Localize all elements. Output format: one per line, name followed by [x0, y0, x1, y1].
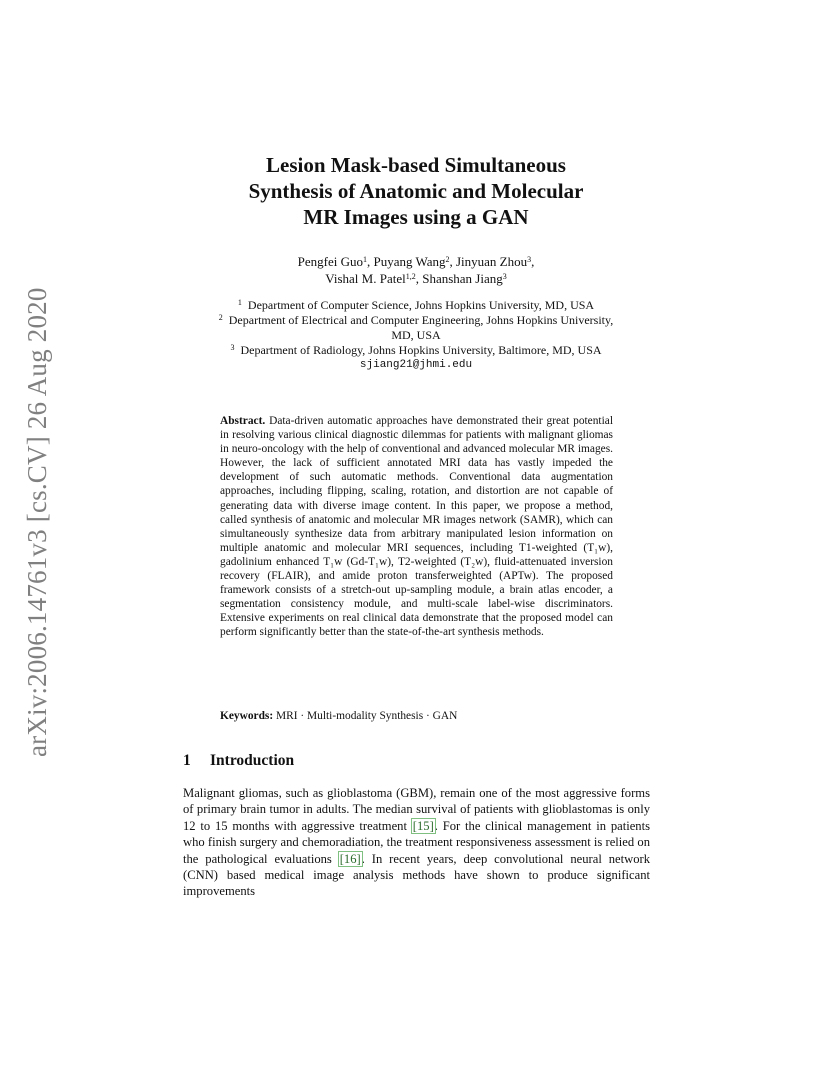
title-line-2: Synthesis of Anatomic and Molecular — [248, 179, 584, 203]
author-name: Jinyuan Zhou — [455, 254, 528, 269]
abstract — [220, 414, 613, 640]
author-affiliation-mark: 1,2 — [405, 272, 416, 281]
abstract-text: Data-driven automatic approaches have demonstrated their great potential in resolving various clinical diagnostic dilemmas for patients with malignant gliomas in neuro-oncology with the help of conventional and advanced molecular MR images. However, the lack of sufficient annotated MRI data has vastly impeded the development of such automatic methods. Conventional data augmentation approaches, including flipping, scaling, rotation, and distortion are not capable of generating data with diverse image content. In this paper, we propose a method, called synthesis of anatomic and molecular MR images network (SAMR), which can simultaneously synthesize data from arbitrary manipulated lesion information on multiple anatomic and molecular MRI sequences, including T1-weighted (T₁w), gadolinium enhanced T₁w (Gd-T₁w), T2-weighted (T₂w), fluid-attenuated inversion recovery (FLAIR), and amide proton transferweighted (APTw). The proposed framework consists of a stretch-out up-sampling module, a brain atlas encoder, a segmentation consistency module, and multi-scale label-wise discriminators. Extensive experiments on real clinical data demonstrate that the proposed model can perform significantly better than the state-of-the-art synthesis methods. — [220, 415, 613, 639]
author-name: Puyang Wang — [373, 254, 446, 269]
affiliation-2-continued: MD, USA — [391, 328, 441, 342]
arxiv-identifier-text: arXiv:2006.14761v3 [cs.CV] 26 Aug 2020 — [22, 287, 52, 757]
affiliation-list — [190, 298, 642, 373]
citation-link[interactable]: [15] — [412, 818, 434, 833]
keywords-label: Keywords: — [220, 710, 274, 722]
author-list — [180, 253, 652, 287]
keywords-text: MRI · Multi-modality Synthesis · GAN — [276, 710, 458, 722]
affiliation-number: 3 — [230, 343, 235, 352]
author-line-2: Vishal M. Patel$^{1,2}$, Shanshan Jiang$^3$ — [325, 271, 507, 286]
author-line-1: Pengfei Guo$^1$, Puyang Wang$^2$, Jinyuan Zhou$^3$, — [297, 254, 535, 269]
author-name: Vishal M. Patel — [325, 271, 406, 286]
intro-text: Malignant gliomas, such as glioblastoma (GBM), remain one of the most aggressive forms of primary brain tumor in adults. The median survival of patients with glioblastomas is only 12 to 15 months with aggressive treatment — [183, 786, 650, 833]
affiliation-number: 1 — [237, 298, 242, 307]
introduction-paragraph — [183, 785, 650, 900]
author-affiliation-mark: 2 — [445, 255, 450, 264]
author-affiliation-mark: 1 — [362, 255, 367, 264]
section-heading-introduction — [183, 752, 294, 770]
affiliation-1 — [190, 298, 642, 313]
affiliation-number: 2 — [218, 313, 223, 322]
corresponding-email: sjiang21@jhmi.edu — [359, 359, 473, 371]
section-title: Introduction — [210, 752, 295, 769]
intro-text: . In recent years, deep convolutional neural network (CNN) based medical image analysis methods have shown to produce significant improvements — [183, 851, 650, 899]
title-line-1: Lesion Mask-based Simultaneous — [266, 153, 566, 177]
author-name: Pengfei Guo — [297, 254, 363, 269]
affiliation-text: Department of Computer Science, Johns Hopkins University, MD, USA — [247, 298, 595, 312]
citation-link[interactable]: [16] — [339, 851, 361, 866]
abstract-label: Abstract. — [220, 415, 266, 427]
author-name: Shanshan Jiang — [422, 271, 503, 286]
author-affiliation-mark: 3 — [502, 272, 507, 281]
affiliation-text: Department of Radiology, Johns Hopkins University, Baltimore, MD, USA — [240, 343, 602, 357]
paper-title — [180, 152, 652, 230]
affiliation-2 — [190, 313, 642, 328]
affiliation-3 — [190, 343, 642, 358]
author-affiliation-mark: 3 — [527, 255, 532, 264]
keywords — [220, 709, 613, 723]
intro-text: . For the clinical management in patients who finish surgery and chemoradiation, the treatment responsiveness assessment is relied on the pathological evaluations — [183, 818, 650, 866]
section-number: 1 — [183, 752, 191, 769]
affiliation-text: Department of Electrical and Computer Engineering, Johns Hopkins University, — [228, 313, 614, 327]
arxiv-identifier-stamp — [18, 282, 58, 757]
title-line-3: MR Images using a GAN — [303, 205, 529, 229]
